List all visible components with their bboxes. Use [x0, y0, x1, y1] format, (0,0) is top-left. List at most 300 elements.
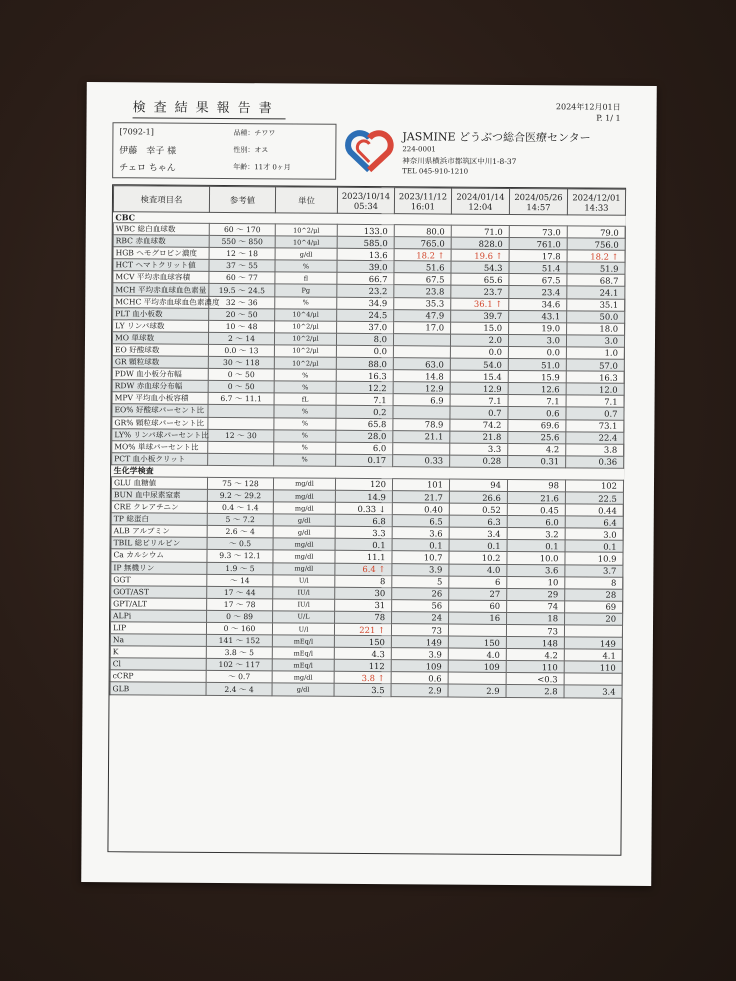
result-value: 71.0: [451, 225, 509, 237]
results-table-container: [107, 184, 626, 856]
result-value: 0.6: [508, 407, 566, 419]
result-value: 110: [564, 661, 622, 673]
reference-range: 6.7 ～ 11.1: [208, 393, 274, 406]
result-value: 0.33: [393, 454, 450, 466]
result-value: 6.4: [565, 516, 623, 528]
test-name: Ca カルシウム: [111, 549, 207, 562]
result-value: 88.0: [336, 357, 393, 369]
result-value: 24.5: [337, 309, 394, 321]
reference-range: 30 ～ 118: [208, 356, 274, 369]
patient-info-box: [112, 122, 336, 180]
header-date-4: 2024/05/26 14:57: [509, 188, 567, 214]
reference-range: 1.9 ～ 5: [207, 562, 273, 575]
result-value: 150: [448, 636, 506, 648]
results-table: [110, 185, 627, 698]
test-name: Cl: [110, 658, 206, 671]
sex: 性別：オス: [233, 146, 269, 155]
result-value: 6.0: [336, 442, 393, 454]
result-value: 10.9: [565, 552, 623, 564]
result-value: 828.0: [451, 237, 509, 249]
reference-range: 0.4 ～ 1.4: [207, 501, 273, 514]
result-value: 3.3: [335, 527, 392, 539]
reference-range: 141 ～ 152: [206, 634, 272, 647]
result-value: 12.6: [508, 383, 566, 395]
unit: 10^2/μl: [274, 345, 336, 358]
result-value: 25.6: [508, 431, 566, 443]
result-value: 63.0: [393, 358, 450, 370]
result-value: 16: [449, 612, 507, 624]
result-value: 2.9: [391, 684, 448, 696]
result-value: 28.0: [336, 430, 393, 442]
clinic-tel: TEL 045-910-1210: [402, 167, 469, 176]
test-name: IP 無機リン: [111, 561, 207, 574]
result-value: 3.0: [508, 334, 566, 346]
result-value: 21.7: [392, 491, 449, 503]
result-value: 50.0: [567, 311, 625, 323]
result-value: 109: [391, 660, 448, 672]
test-name: GLB: [110, 682, 206, 695]
test-name: cCRP: [110, 670, 206, 683]
header-item-name: 検査項目名: [113, 186, 209, 213]
result-value: 24.1: [567, 286, 625, 298]
reference-range: 2.4 ～ 4: [206, 683, 272, 696]
result-value: 3.2: [507, 528, 565, 540]
result-value: 51.6: [394, 261, 451, 273]
result-value: 12.9: [393, 382, 450, 394]
result-value: 69: [565, 601, 623, 613]
table-header-row: [113, 186, 625, 216]
reference-range: 12 ～ 30: [208, 429, 274, 442]
reference-range: 0 ～ 89: [207, 610, 273, 623]
test-name: TP 総蛋白: [111, 513, 207, 526]
result-value: 3.7: [565, 564, 623, 576]
unit: mg/dl: [273, 550, 335, 563]
result-value: [564, 673, 622, 685]
result-value: [564, 625, 622, 637]
result-value: 74.2: [450, 419, 508, 431]
unit: %: [275, 296, 337, 309]
result-value: 28: [565, 589, 623, 601]
patient-id: [7092-1]: [119, 127, 154, 137]
reference-range: [208, 417, 274, 430]
result-value: 14.8: [393, 370, 450, 382]
unit: fL: [274, 393, 336, 406]
result-value: 20: [565, 613, 623, 625]
result-value: 10.2: [449, 551, 507, 563]
unit: IU/l: [273, 599, 335, 612]
result-value: 21.1: [393, 430, 450, 442]
result-value: 31: [335, 599, 392, 611]
result-value: 0.33 ↓: [335, 502, 392, 514]
result-value: 765.0: [394, 237, 451, 249]
result-value: 15.9: [508, 371, 566, 383]
reference-range: 32 ～ 36: [209, 296, 275, 309]
result-value: 0.52: [449, 503, 507, 515]
result-value: 15.4: [450, 370, 508, 382]
result-value: 149: [564, 637, 622, 649]
reference-range: 75 ～ 128: [207, 477, 273, 490]
owner-name: 伊藤 幸子 様: [119, 146, 177, 157]
header-date-5: 2024/12/01 14:33: [567, 189, 625, 215]
result-value: 761.0: [509, 238, 567, 250]
test-name: MO% 単球パーセント比: [112, 440, 208, 453]
unit: U/L: [273, 611, 335, 624]
result-value: 26.6: [449, 491, 507, 503]
unit: g/dl: [273, 514, 335, 527]
test-name: CRE クレアチニン: [111, 501, 207, 514]
result-value: 74: [507, 600, 565, 612]
result-value: 35.3: [394, 297, 451, 309]
unit: %: [274, 417, 336, 430]
result-value: 18: [507, 612, 565, 624]
result-value: 0.31: [508, 455, 566, 467]
unit: mEq/l: [272, 659, 334, 672]
result-value: 21.8: [450, 431, 508, 443]
result-value: 51.9: [567, 262, 625, 274]
result-value: 73.0: [509, 225, 567, 237]
result-value: 98: [507, 479, 565, 491]
result-value: 66.7: [337, 273, 394, 285]
result-value: 0.44: [565, 504, 623, 516]
result-value: 17.0: [394, 321, 451, 333]
unit: %: [274, 454, 336, 467]
result-value: 65.8: [336, 418, 393, 430]
result-value: 3.0: [565, 528, 623, 540]
reference-range: 60 ～ 170: [209, 223, 275, 236]
unit: mg/dl: [272, 671, 334, 684]
reference-range: 2.6 ～ 4: [207, 526, 273, 539]
result-value: 150: [334, 635, 391, 647]
result-value: 102: [565, 480, 623, 492]
reference-range: ～ 14: [207, 574, 273, 587]
result-value: 0.7: [450, 406, 508, 418]
unit: 10^2/μl: [275, 321, 337, 334]
result-value: 29: [507, 588, 565, 600]
result-value: 65.6: [451, 273, 509, 285]
reference-range: 102 ～ 117: [206, 659, 272, 672]
result-value: [393, 442, 450, 454]
unit: %: [275, 260, 337, 273]
unit: fl: [275, 272, 337, 285]
report-date-box: [556, 101, 621, 123]
result-value: 0.7: [566, 407, 624, 419]
result-value: 36.1 ↑: [451, 298, 509, 310]
result-value: 6.9: [393, 394, 450, 406]
result-value: 23.7: [451, 286, 509, 298]
unit: 10^2/μl: [274, 357, 336, 370]
header-reference: 参考値: [209, 186, 275, 212]
unit: mEq/l: [272, 647, 334, 660]
unit: mg/dl: [273, 490, 335, 503]
result-value: 54.3: [451, 261, 509, 273]
reference-range: 0 ～ 50: [208, 369, 274, 382]
reference-range: 2 ～ 14: [208, 332, 274, 345]
unit: g/dl: [272, 683, 334, 696]
result-value: 14.9: [335, 490, 392, 502]
reference-range: 37 ～ 55: [209, 260, 275, 273]
result-value: 0.1: [335, 539, 392, 551]
clinic-logo-icon: [342, 128, 396, 174]
result-value: 0.40: [392, 503, 449, 515]
result-value: 78.9: [393, 418, 450, 430]
result-value: 47.9: [394, 309, 451, 321]
result-value: 0.1: [565, 540, 623, 552]
unit: %: [274, 369, 336, 382]
result-value: 16.3: [336, 369, 393, 381]
result-value: 0.45: [507, 504, 565, 516]
unit: mEq/l: [272, 635, 334, 648]
result-value: 8: [565, 576, 623, 588]
result-value: [393, 334, 450, 346]
result-value: 4.0: [449, 564, 507, 576]
unit: U/l: [272, 623, 334, 636]
result-value: 19.0: [509, 322, 567, 334]
result-value: 0.0: [508, 346, 566, 358]
result-value: 80.0: [394, 225, 451, 237]
reference-range: 60 ～ 77: [209, 272, 275, 285]
result-value: 12.2: [336, 381, 393, 393]
result-value: [448, 624, 506, 636]
result-value: 133.0: [337, 224, 394, 236]
result-value: 0.17: [336, 454, 393, 466]
result-value: 120: [335, 478, 392, 490]
result-value: 0.1: [507, 540, 565, 552]
reference-range: 12 ～ 18: [209, 248, 275, 261]
result-value: 7.1: [336, 394, 393, 406]
test-name: RBC 赤血球数: [113, 235, 209, 248]
test-name: ALPi: [111, 610, 207, 623]
result-value: 56: [392, 599, 449, 611]
pet-name: チェロ ちゃん: [119, 163, 176, 174]
header-date-2: 2023/11/12 16:01: [394, 188, 451, 214]
result-value: 148: [506, 637, 564, 649]
test-name: HCT ヘマトクリット値: [113, 259, 209, 272]
test-name: GOT/AST: [111, 585, 207, 598]
test-name: RDW 赤血球分布幅: [112, 380, 208, 393]
table-row: [110, 682, 622, 698]
result-value: 3.9: [392, 563, 449, 575]
result-value: 4.1: [564, 649, 622, 661]
result-value: 35.1: [567, 298, 625, 310]
result-value: 34.9: [337, 297, 394, 309]
report-title: 検査結果報告書: [133, 96, 286, 119]
result-value: 16.3: [566, 371, 624, 383]
result-value: 10: [507, 576, 565, 588]
result-value: 4.0: [448, 648, 506, 660]
result-value: 60: [449, 600, 507, 612]
result-value: 7.1: [508, 395, 566, 407]
test-name: K: [110, 646, 206, 659]
result-value: 43.1: [509, 310, 567, 322]
reference-range: 10 ～ 48: [209, 320, 275, 333]
reference-range: 550 ～ 850: [209, 235, 275, 248]
test-name: WBC 総白血球数: [113, 223, 209, 236]
test-name: GLU 血糖値: [111, 477, 207, 490]
result-value: 3.0: [566, 335, 624, 347]
clinic-header: [342, 128, 642, 182]
reference-range: ～ 0.5: [207, 538, 273, 551]
result-value: 73: [391, 624, 448, 636]
reference-range: 0.0 ～ 13: [208, 344, 274, 357]
result-value: 8.0: [336, 333, 393, 345]
unit: g/dl: [273, 526, 335, 539]
reference-range: 9.3 ～ 12.1: [207, 550, 273, 563]
result-value: 17.8: [509, 250, 567, 262]
reference-range: 5 ～ 7.2: [207, 514, 273, 527]
result-value: 12.0: [566, 383, 624, 395]
result-value: 4.3: [334, 647, 391, 659]
result-value: 6.4 ↑: [335, 563, 392, 575]
result-value: 0.0: [336, 345, 393, 357]
result-value: 3.6: [507, 564, 565, 576]
result-value: 22.5: [565, 492, 623, 504]
reference-range: [208, 405, 274, 418]
unit: mg/dl: [273, 478, 335, 491]
unit: %: [274, 381, 336, 394]
result-value: 51.4: [509, 262, 567, 274]
result-value: 2.0: [450, 334, 508, 346]
result-value: 149: [391, 636, 448, 648]
result-value: 0.1: [392, 539, 449, 551]
result-value: 69.6: [508, 419, 566, 431]
unit: 10^4/μl: [275, 308, 337, 321]
result-value: [393, 346, 450, 358]
header-unit: 単位: [275, 187, 337, 213]
result-value: 6.0: [507, 516, 565, 528]
result-value: 67.5: [394, 273, 451, 285]
result-value: 78: [335, 611, 392, 623]
unit: %: [274, 429, 336, 442]
result-value: 10.7: [392, 551, 449, 563]
result-value: 10.0: [507, 552, 565, 564]
result-value: 23.8: [394, 285, 451, 297]
test-name: GPT/ALT: [111, 598, 207, 611]
result-value: 3.8: [566, 444, 624, 456]
result-value: 0.28: [450, 455, 508, 467]
test-name: MCH 平均赤血球血色素量: [113, 283, 209, 296]
test-name: LIP: [110, 622, 206, 635]
result-value: 0.0: [450, 346, 508, 358]
result-value: 22.4: [566, 431, 624, 443]
reference-range: 0 ～ 160: [206, 622, 272, 635]
reference-range: 17 ～ 44: [207, 586, 273, 599]
unit: mg/dl: [273, 562, 335, 575]
result-value: 0.36: [566, 456, 624, 468]
result-value: 101: [392, 479, 449, 491]
result-value: 27: [449, 588, 507, 600]
result-value: 79.0: [567, 226, 625, 238]
reference-range: 0 ～ 50: [208, 381, 274, 394]
result-value: 24: [392, 612, 449, 624]
result-value: [393, 406, 450, 418]
result-value: 51.0: [508, 359, 566, 371]
unit: U/l: [273, 574, 335, 587]
result-value: 3.3: [450, 443, 508, 455]
unit: mg/dl: [273, 538, 335, 551]
result-value: 23.2: [337, 285, 394, 297]
test-name: GR% 顆粒球パーセント比: [112, 416, 208, 429]
result-value: 3.8 ↑: [334, 672, 391, 684]
result-value: 6.8: [335, 514, 392, 526]
result-value: 0.6: [391, 672, 448, 684]
test-name: MCV 平均赤血球容積: [113, 271, 209, 284]
reference-range: 20 ～ 50: [209, 308, 275, 321]
result-value: 585.0: [337, 236, 394, 248]
results-table-body: [110, 212, 625, 698]
test-name: LY リンパ球数: [113, 319, 209, 332]
result-value: 110: [506, 661, 564, 673]
result-value: 2.8: [506, 685, 564, 697]
reference-range: [208, 453, 274, 466]
result-value: 5: [392, 575, 449, 587]
result-value: 2.9: [448, 685, 506, 697]
result-value: 4.2: [506, 649, 564, 661]
result-value: 39.0: [337, 261, 394, 273]
test-name: ALB アルブミン: [111, 525, 207, 538]
test-name: PDW 血小板分布幅: [112, 368, 208, 381]
result-value: 39.7: [451, 310, 509, 322]
result-value: 68.7: [567, 274, 625, 286]
test-name: HGB ヘモグロビン濃度: [113, 247, 209, 260]
result-value: 67.5: [509, 274, 567, 286]
age: 年齢：11才 0ヶ月: [233, 163, 291, 172]
unit: mg/dl: [273, 502, 335, 515]
result-value: 6.3: [449, 515, 507, 527]
header-date-1: 2023/10/14 05:34: [337, 187, 394, 213]
result-value: 26: [392, 587, 449, 599]
result-value: 21.6: [507, 491, 565, 503]
result-value: 109: [448, 660, 506, 672]
reference-range: ～ 0.7: [206, 671, 272, 684]
report-sheet: [81, 82, 657, 886]
result-value: 6: [449, 576, 507, 588]
result-value: 18.2 ↑: [567, 250, 625, 262]
result-value: 13.6: [337, 248, 394, 260]
result-value: 30: [335, 587, 392, 599]
result-value: 3.5: [334, 684, 391, 696]
result-value: 34.6: [509, 298, 567, 310]
reference-range: [208, 441, 274, 454]
result-value: 3.6: [392, 527, 449, 539]
breed: 品種：チワワ: [233, 129, 276, 138]
result-value: 94: [449, 479, 507, 491]
test-name: BUN 血中尿素窒素: [111, 489, 207, 502]
unit: %: [274, 442, 336, 455]
unit: IU/l: [273, 587, 335, 600]
test-name: GR 顆粒球数: [112, 356, 208, 369]
result-value: [448, 672, 506, 684]
result-value: 18.0: [567, 323, 625, 335]
result-value: 37.0: [337, 321, 394, 333]
result-value: 57.0: [566, 359, 624, 371]
test-name: MCHC 平均赤血球血色素濃度: [113, 295, 209, 308]
clinic-name: JASMINE どうぶつ総合医療センター: [402, 130, 591, 145]
result-value: 6.5: [392, 515, 449, 527]
test-name: EO% 好酸球パーセント比: [112, 404, 208, 417]
test-name: LY% リンパ球パーセント比: [112, 428, 208, 441]
unit: 10^4/μl: [275, 236, 337, 249]
result-value: 756.0: [567, 238, 625, 250]
result-value: <0.3: [506, 673, 564, 685]
result-value: 11.1: [335, 551, 392, 563]
section-title: 生化学検査: [112, 465, 624, 481]
result-value: 1.0: [566, 347, 624, 359]
result-value: 3.4: [449, 527, 507, 539]
unit: Pg: [275, 284, 337, 297]
unit: %: [274, 405, 336, 418]
result-value: 18.2 ↑: [394, 249, 451, 261]
test-name: EO 好酸球数: [112, 344, 208, 357]
